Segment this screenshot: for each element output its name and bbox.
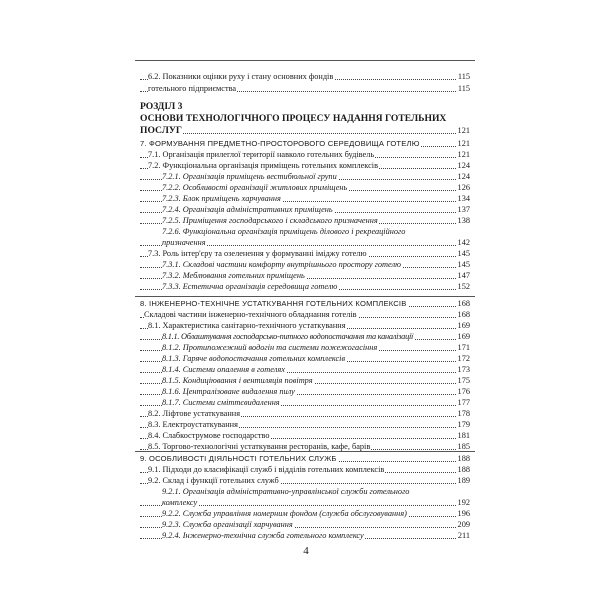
toc-entry: 7.2.1. Організація приміщень вестибюльної групи 124 — [140, 171, 470, 183]
toc-entry: 7.1. Організація прилеглої території навколо готельних будівель 121 — [140, 149, 470, 161]
toc-entry: 8.1.5. Кондиціювання і вентиляція повітря 175 — [140, 375, 470, 387]
toc-entry: 8.1.4. Системи опалення в готелях 173 — [140, 364, 470, 376]
toc-entry: 7.2.4. Організація адміністративних приміщень 137 — [140, 204, 470, 216]
toc-entry: 8.3. Електроустаткування 179 — [140, 419, 470, 431]
section-rule — [135, 451, 475, 452]
toc-entry: 8.1.1. Облаштування господарсько-питного водопостачання та каналізації 169 — [140, 331, 470, 343]
toc-entry: 8.1.3. Гаряче водопостачання готельних комплексів 172 — [140, 353, 470, 365]
toc-entry: 7.3.1. Складові частини комфорту внутрішнього простору готелю 145 — [140, 259, 470, 271]
toc-entry: 7.3. Роль інтер'єру та озеленення у формуванні іміджу готелю 145 — [140, 248, 470, 260]
toc-entry: 9.2. Склад і функції готельних служб 189 — [140, 475, 470, 487]
toc-entry: Складові частини інженерно-технічного обладнання готелів 168 — [140, 309, 470, 321]
toc-entry: 8.4. Слабкострумове господарство 181 — [140, 430, 470, 442]
toc-entry: 7.2. Функціональна організація приміщень готельних комплексів 124 — [140, 160, 470, 172]
part-label: РОЗДІЛ 3 — [140, 101, 183, 112]
toc-entry: готельного підприємства 115 — [140, 83, 470, 95]
toc-entry: 8.1.2. Протипожежний водогін та системи пожежогасіння 171 — [140, 342, 470, 354]
toc-entry: 9.1. Підходи до класифікації служб і відділів готельних комплексів 188 — [140, 464, 470, 476]
toc-entry: 8.1.6. Централізоване видалення пилу 176 — [140, 386, 470, 398]
toc-entry: комплексу 192 — [140, 497, 470, 509]
toc-entry: 9.2.2. Служба управління номерним фондом (служба обслуговування) 196 — [140, 508, 470, 520]
toc-entry: 8.5. Торгово-технологічні устаткування ресторанів, кафе, барів 185 — [140, 441, 470, 453]
toc-entry: 8.1. Характеристика санітарно-технічного устаткування 169 — [140, 320, 470, 332]
toc-entry: 7.2.2. Особливості організації житлових приміщень 126 — [140, 182, 470, 194]
toc-entry: 7.2.3. Блок приміщень харчування 134 — [140, 193, 470, 205]
section-rule — [135, 296, 475, 297]
toc-entry: 6.2. Показники оцінки руху і стану основних фондів 115 — [140, 71, 470, 83]
top-rule — [135, 60, 475, 61]
chapter-heading: 7. ФОРМУВАННЯ ПРЕДМЕТНО-ПРОСТОРОВОГО СЕРЕДОВИЩА ГОТЕЛЮ 121 — [140, 139, 470, 148]
toc-entry: 8.1.7. Системи сміттєвидалення 177 — [140, 397, 470, 409]
toc-entry: 7.2.5. Приміщення господарського і складського призначення 138 — [140, 215, 470, 227]
part-title-end: ПОСЛУГ 121 — [140, 125, 470, 136]
toc-entry: 7.3.3. Естетична організація середовища готелю 152 — [140, 281, 470, 293]
toc-entry: призначення 142 — [140, 237, 470, 249]
toc-entry: 9.2.1. Організація адміністративно-управлінської служби готельного — [162, 487, 410, 496]
toc-entry: 7.3.2. Меблювання готельних приміщень 147 — [140, 270, 470, 282]
page-number: 4 — [303, 545, 309, 557]
toc-entry: 8.2. Ліфтове устаткування 178 — [140, 408, 470, 420]
chapter-heading: 9. ОСОБЛИВОСТІ ДІЯЛЬНОСТІ ГОТЕЛЬНИХ СЛУЖБ 188 — [140, 454, 470, 463]
part-title: ОСНОВИ ТЕХНОЛОГІЧНОГО ПРОЦЕСУ НАДАННЯ ГОТЕЛЬНИХ — [140, 113, 447, 124]
chapter-heading: 8. ІНЖЕНЕРНО-ТЕХНІЧНЕ УСТАТКУВАННЯ ГОТЕЛЬНИХ КОМПЛЕКСІВ 168 — [140, 299, 470, 308]
toc-entry: 7.2.6. Функціональна організація приміщень ділового і рекреаційного — [162, 227, 406, 236]
toc-entry: 9.2.3. Служба організації харчування 209 — [140, 519, 470, 531]
toc-entry: 9.2.4. Інженерно-технічна служба готельного комплексу 211 — [140, 530, 470, 542]
